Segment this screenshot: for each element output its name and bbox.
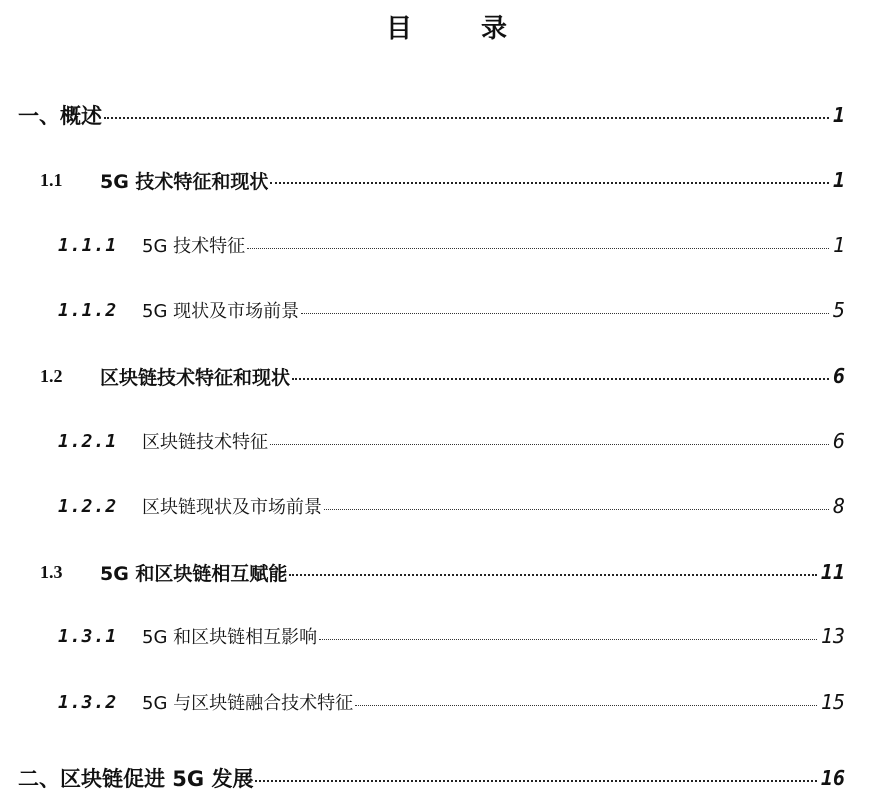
toc-entry-1-2-2[interactable] — [58, 490, 845, 522]
toc-page-number: 11 — [820, 560, 845, 584]
toc-entry-text: 5G 与区块链融合技术特征 — [142, 693, 354, 714]
toc-page-number: 1 — [832, 168, 845, 192]
toc-section-number: 1.3.1 — [58, 625, 118, 647]
toc-section-number: 1.2 — [40, 365, 63, 386]
dot-leader — [355, 705, 817, 706]
toc-entry-1-2[interactable] — [40, 360, 845, 392]
toc-entry-1-1-1[interactable] — [58, 229, 845, 261]
toc-entry-1-3-1[interactable] — [58, 620, 845, 652]
toc-page-number: 15 — [820, 690, 845, 714]
toc-entry-1-1[interactable] — [40, 164, 845, 196]
toc-page-number: 16 — [820, 766, 845, 790]
toc-section-number: 1.1.2 — [58, 299, 118, 321]
toc-entry-1-3-2[interactable] — [58, 686, 845, 718]
toc-entry-overview[interactable] — [18, 99, 845, 131]
dot-leader — [301, 313, 829, 314]
toc-entry-text: 一、概述 — [18, 104, 102, 128]
toc-entry-text: 5G 技术特征和现状 — [100, 170, 269, 193]
toc-entry-text: 5G 和区块链相互赋能 — [100, 562, 288, 585]
toc-section-number: 1.2.2 — [58, 495, 118, 517]
toc-section-number: 1.2.1 — [58, 430, 118, 452]
toc-entry-chapter-2[interactable] — [18, 762, 845, 794]
toc-page-number: 13 — [820, 624, 845, 648]
toc-section-number: 1.3.2 — [58, 691, 118, 713]
dot-leader — [289, 574, 816, 576]
toc-entry-text: 二、区块链促进 5G 发展 — [18, 767, 254, 791]
toc-entry-1-1-2[interactable] — [58, 294, 845, 326]
dot-leader — [255, 780, 816, 782]
toc-entry-1-3[interactable] — [40, 556, 845, 588]
toc-page-number: 8 — [832, 494, 845, 518]
toc-page-number: 5 — [832, 298, 845, 322]
toc-entry-text: 区块链技术特征和现状 — [100, 366, 291, 389]
toc-title: 目 录 — [385, 14, 538, 44]
dot-leader — [270, 182, 829, 184]
dot-leader — [292, 378, 829, 380]
dot-leader — [104, 117, 829, 119]
toc-entry-text: 5G 技术特征 — [142, 236, 246, 257]
toc-page-number: 6 — [832, 429, 845, 453]
toc-entry-text: 区块链现状及市场前景 — [142, 497, 322, 518]
toc-page-number: 6 — [832, 364, 845, 388]
toc-section-number: 1.1.1 — [58, 234, 118, 256]
dot-leader — [319, 639, 817, 640]
toc-entry-1-2-1[interactable] — [58, 425, 845, 457]
dot-leader — [270, 444, 829, 445]
toc-section-number: 1.3 — [40, 561, 63, 582]
dot-leader — [247, 248, 829, 249]
toc-entry-text: 5G 和区块链相互影响 — [142, 627, 318, 648]
toc-page-number: 1 — [832, 233, 845, 257]
toc-section-number: 1.1 — [40, 169, 63, 190]
toc-page-number: 1 — [832, 103, 845, 127]
toc-entry-text: 5G 现状及市场前景 — [142, 301, 300, 322]
toc-entry-text: 区块链技术特征 — [142, 432, 268, 453]
dot-leader — [324, 509, 829, 510]
